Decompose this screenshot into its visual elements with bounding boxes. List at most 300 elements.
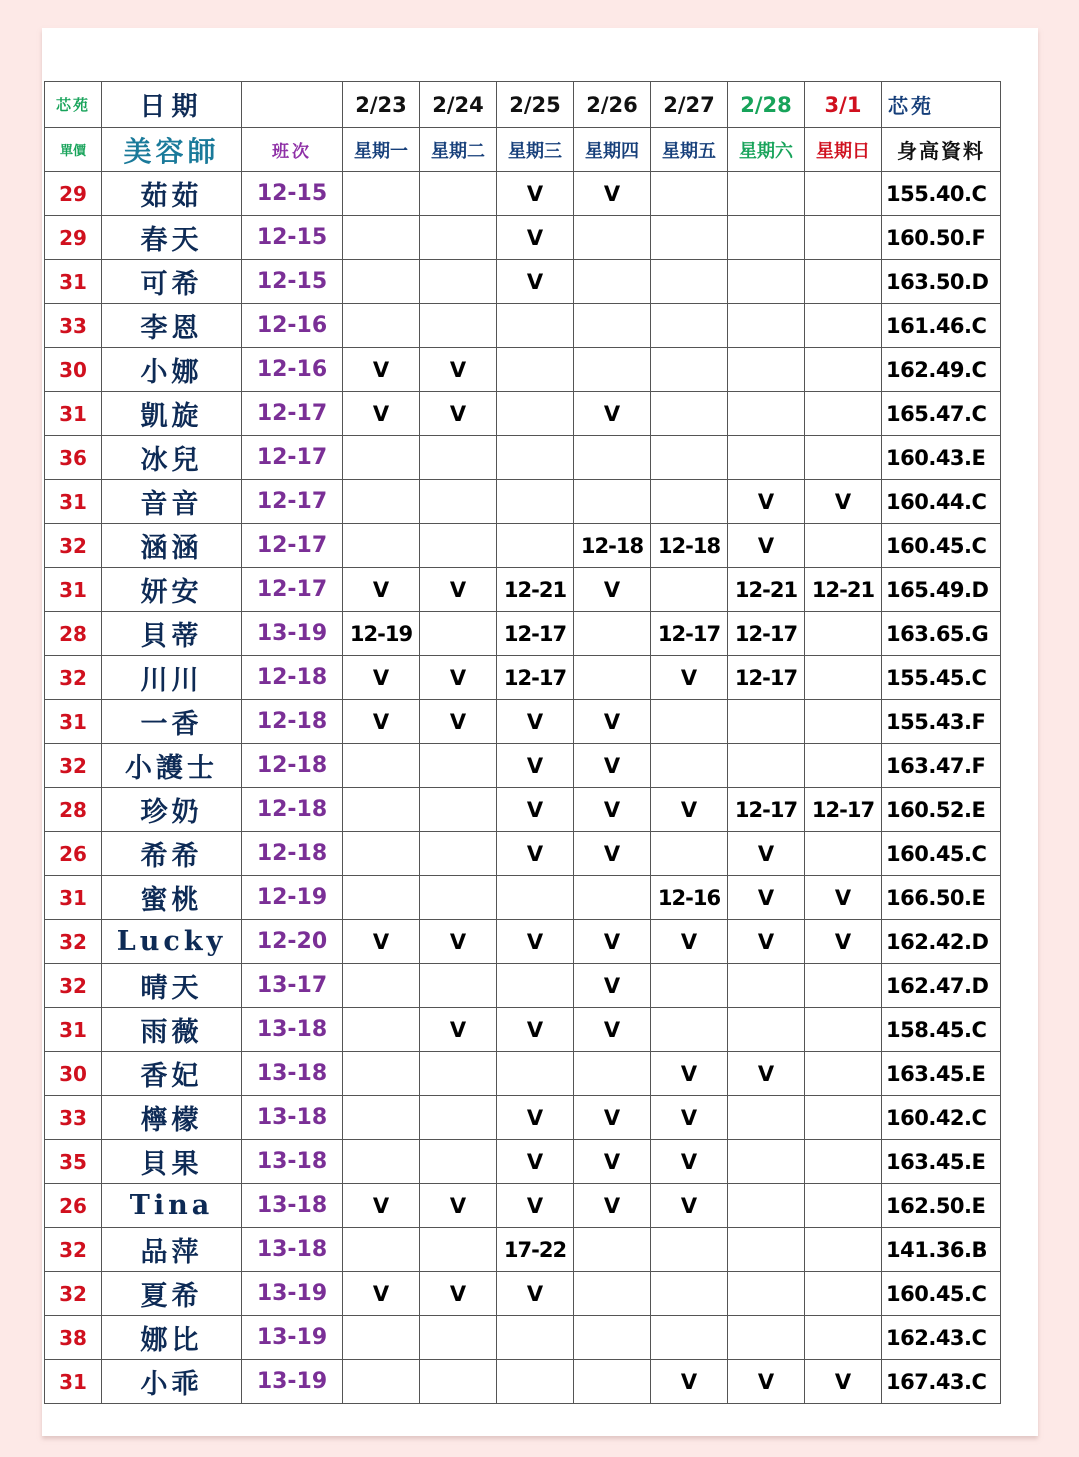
day-cell-sat xyxy=(728,1272,805,1316)
height-info-cell: 165.47.C xyxy=(882,392,1001,436)
schedule-sheet xyxy=(42,28,1038,1436)
day-cell-sat xyxy=(728,700,805,744)
day-cell-sun xyxy=(805,1140,882,1184)
day-cell-fri xyxy=(651,1008,728,1052)
table-row xyxy=(45,1096,1001,1140)
day-cell-mon: V xyxy=(343,1272,420,1316)
stylist-name-cell: Lucky xyxy=(102,920,242,964)
day-cell-thu: V xyxy=(574,1008,651,1052)
height-info-cell: 163.45.E xyxy=(882,1140,1001,1184)
height-info-cell: 163.45.E xyxy=(882,1052,1001,1096)
day-cell-wed: V xyxy=(497,1008,574,1052)
day-cell-sat xyxy=(728,216,805,260)
day-cell-sun xyxy=(805,1272,882,1316)
day-cell-fri xyxy=(651,304,728,348)
date-header-mon: 2/23 xyxy=(343,82,420,128)
day-cell-tue xyxy=(420,304,497,348)
date-column-title: 日期 xyxy=(102,82,242,128)
height-info-cell: 155.43.F xyxy=(882,700,1001,744)
shift-hours-cell: 12-17 xyxy=(242,436,343,480)
day-cell-sat xyxy=(728,1228,805,1272)
day-cell-tue: V xyxy=(420,656,497,700)
day-cell-sun xyxy=(805,216,882,260)
day-cell-fri xyxy=(651,1316,728,1360)
day-cell-sun xyxy=(805,832,882,876)
day-cell-mon xyxy=(343,436,420,480)
day-cell-sat xyxy=(728,1316,805,1360)
stylist-column-title: 美容師 xyxy=(102,128,242,172)
day-cell-wed xyxy=(497,964,574,1008)
day-cell-mon: V xyxy=(343,920,420,964)
day-cell-mon xyxy=(343,964,420,1008)
table-row xyxy=(45,1052,1001,1096)
day-cell-wed xyxy=(497,436,574,480)
height-info-cell: 160.44.C xyxy=(882,480,1001,524)
table-row xyxy=(45,524,1001,568)
day-cell-wed: 12-17 xyxy=(497,612,574,656)
day-cell-tue xyxy=(420,1316,497,1360)
day-cell-wed xyxy=(497,1052,574,1096)
day-cell-mon xyxy=(343,1096,420,1140)
height-info-cell: 155.45.C xyxy=(882,656,1001,700)
height-info-cell: 160.50.F xyxy=(882,216,1001,260)
day-cell-fri: V xyxy=(651,656,728,700)
stylist-name-cell: 凱旋 xyxy=(102,392,242,436)
stylist-name-cell: 貝果 xyxy=(102,1140,242,1184)
day-cell-wed: V xyxy=(497,1184,574,1228)
unit-price-cell: 32 xyxy=(45,1272,102,1316)
day-cell-sat: V xyxy=(728,876,805,920)
day-cell-fri xyxy=(651,744,728,788)
day-cell-sat xyxy=(728,1096,805,1140)
day-cell-sun: V xyxy=(805,876,882,920)
shift-hours-cell: 13-18 xyxy=(242,1184,343,1228)
day-cell-mon xyxy=(343,1360,420,1404)
day-cell-wed xyxy=(497,392,574,436)
day-cell-thu: V xyxy=(574,392,651,436)
day-cell-tue xyxy=(420,260,497,304)
day-cell-thu: 12-18 xyxy=(574,524,651,568)
stylist-name-cell: 可希 xyxy=(102,260,242,304)
date-header-thu: 2/26 xyxy=(574,82,651,128)
day-cell-sun xyxy=(805,304,882,348)
height-info-cell: 162.49.C xyxy=(882,348,1001,392)
table-row xyxy=(45,876,1001,920)
day-cell-thu: V xyxy=(574,172,651,216)
day-cell-sat: 12-17 xyxy=(728,656,805,700)
day-cell-mon xyxy=(343,216,420,260)
stylist-name-cell: 涵涵 xyxy=(102,524,242,568)
day-cell-mon xyxy=(343,1052,420,1096)
day-cell-tue xyxy=(420,744,497,788)
day-cell-thu xyxy=(574,348,651,392)
unit-price-cell: 31 xyxy=(45,876,102,920)
day-cell-thu xyxy=(574,480,651,524)
table-row xyxy=(45,436,1001,480)
day-cell-wed: V xyxy=(497,744,574,788)
table-row xyxy=(45,568,1001,612)
day-cell-fri xyxy=(651,480,728,524)
shift-hours-cell: 12-18 xyxy=(242,656,343,700)
table-row xyxy=(45,656,1001,700)
day-cell-mon xyxy=(343,876,420,920)
table-row xyxy=(45,1008,1001,1052)
day-cell-wed: V xyxy=(497,1140,574,1184)
height-info-column-title: 身高資料 xyxy=(882,128,1001,172)
day-cell-wed: V xyxy=(497,260,574,304)
unit-price-cell: 32 xyxy=(45,656,102,700)
day-cell-tue: V xyxy=(420,920,497,964)
day-cell-sun xyxy=(805,700,882,744)
day-cell-thu: V xyxy=(574,964,651,1008)
unit-price-cell: 26 xyxy=(45,832,102,876)
shift-hours-cell: 12-16 xyxy=(242,304,343,348)
day-cell-thu: V xyxy=(574,1184,651,1228)
day-cell-sat xyxy=(728,744,805,788)
day-cell-tue xyxy=(420,1052,497,1096)
day-cell-wed xyxy=(497,304,574,348)
stylist-name-cell: 小護士 xyxy=(102,744,242,788)
day-cell-fri: V xyxy=(651,920,728,964)
day-cell-mon xyxy=(343,1008,420,1052)
day-cell-mon xyxy=(343,172,420,216)
weekday-header-fri: 星期五 xyxy=(651,128,728,172)
shift-hours-cell: 12-17 xyxy=(242,524,343,568)
shift-hours-cell: 12-15 xyxy=(242,172,343,216)
stylist-name-cell: 檸檬 xyxy=(102,1096,242,1140)
shift-hours-cell: 13-18 xyxy=(242,1052,343,1096)
day-cell-sat: 12-21 xyxy=(728,568,805,612)
shift-hours-cell: 13-18 xyxy=(242,1008,343,1052)
unit-price-cell: 31 xyxy=(45,700,102,744)
table-row xyxy=(45,392,1001,436)
day-cell-wed: V xyxy=(497,216,574,260)
day-cell-sat: V xyxy=(728,524,805,568)
day-cell-tue xyxy=(420,612,497,656)
weekday-header-sat: 星期六 xyxy=(728,128,805,172)
height-info-cell: 160.45.C xyxy=(882,524,1001,568)
day-cell-thu: V xyxy=(574,744,651,788)
day-cell-tue xyxy=(420,832,497,876)
day-cell-fri: 12-16 xyxy=(651,876,728,920)
height-info-cell: 163.50.D xyxy=(882,260,1001,304)
stylist-name-cell: 冰兒 xyxy=(102,436,242,480)
day-cell-sat xyxy=(728,172,805,216)
shift-hours-cell: 13-18 xyxy=(242,1228,343,1272)
day-cell-wed: V xyxy=(497,1096,574,1140)
day-cell-thu xyxy=(574,260,651,304)
stylist-name-cell: 珍奶 xyxy=(102,788,242,832)
day-cell-sat: V xyxy=(728,1360,805,1404)
day-cell-tue: V xyxy=(420,568,497,612)
day-cell-mon xyxy=(343,1140,420,1184)
day-cell-thu xyxy=(574,1228,651,1272)
day-cell-fri xyxy=(651,260,728,304)
table-row xyxy=(45,1316,1001,1360)
table-row xyxy=(45,612,1001,656)
stylist-name-cell: 小乖 xyxy=(102,1360,242,1404)
date-header-wed: 2/25 xyxy=(497,82,574,128)
day-cell-tue xyxy=(420,1140,497,1184)
day-cell-thu: V xyxy=(574,832,651,876)
height-info-cell: 158.45.C xyxy=(882,1008,1001,1052)
day-cell-thu: V xyxy=(574,700,651,744)
unit-price-cell: 26 xyxy=(45,1184,102,1228)
day-cell-fri xyxy=(651,392,728,436)
info-brand-label: 芯苑 xyxy=(882,82,1001,128)
day-cell-tue: V xyxy=(420,1008,497,1052)
height-info-cell: 163.65.G xyxy=(882,612,1001,656)
height-info-cell: 141.36.B xyxy=(882,1228,1001,1272)
day-cell-sun xyxy=(805,1316,882,1360)
day-cell-thu xyxy=(574,304,651,348)
day-cell-mon xyxy=(343,524,420,568)
table-row xyxy=(45,260,1001,304)
unit-price-cell: 38 xyxy=(45,1316,102,1360)
day-cell-tue: V xyxy=(420,1272,497,1316)
weekday-header-thu: 星期四 xyxy=(574,128,651,172)
table-row xyxy=(45,744,1001,788)
day-cell-sun: V xyxy=(805,480,882,524)
shift-hours-cell: 12-20 xyxy=(242,920,343,964)
stylist-name-cell: 晴天 xyxy=(102,964,242,1008)
shift-hours-cell: 13-19 xyxy=(242,1360,343,1404)
day-cell-wed xyxy=(497,876,574,920)
shift-hours-cell: 12-18 xyxy=(242,788,343,832)
day-cell-sat xyxy=(728,260,805,304)
unit-price-cell: 31 xyxy=(45,568,102,612)
day-cell-thu xyxy=(574,656,651,700)
date-header-tue: 2/24 xyxy=(420,82,497,128)
day-cell-sun: V xyxy=(805,920,882,964)
day-cell-fri: V xyxy=(651,788,728,832)
day-cell-thu xyxy=(574,1272,651,1316)
unit-price-cell: 35 xyxy=(45,1140,102,1184)
shift-column-title: 班次 xyxy=(242,128,343,172)
height-info-cell: 160.45.C xyxy=(882,832,1001,876)
shift-hours-cell: 12-16 xyxy=(242,348,343,392)
day-cell-sun xyxy=(805,964,882,1008)
day-cell-mon xyxy=(343,832,420,876)
header-row-dates xyxy=(45,82,1001,128)
day-cell-sat: V xyxy=(728,1052,805,1096)
empty-header-cell xyxy=(242,82,343,128)
unit-price-cell: 33 xyxy=(45,1096,102,1140)
shift-hours-cell: 12-18 xyxy=(242,832,343,876)
shift-hours-cell: 12-19 xyxy=(242,876,343,920)
day-cell-sat xyxy=(728,1140,805,1184)
day-cell-fri xyxy=(651,172,728,216)
shift-hours-cell: 12-17 xyxy=(242,568,343,612)
day-cell-fri: V xyxy=(651,1052,728,1096)
height-info-cell: 160.45.C xyxy=(882,1272,1001,1316)
weekday-header-mon: 星期一 xyxy=(343,128,420,172)
stylist-name-cell: 音音 xyxy=(102,480,242,524)
day-cell-wed xyxy=(497,1316,574,1360)
day-cell-sun: 12-17 xyxy=(805,788,882,832)
day-cell-mon xyxy=(343,304,420,348)
unit-price-cell: 30 xyxy=(45,348,102,392)
day-cell-wed xyxy=(497,524,574,568)
shift-hours-cell: 12-17 xyxy=(242,480,343,524)
unit-price-cell: 32 xyxy=(45,744,102,788)
table-row xyxy=(45,700,1001,744)
day-cell-thu xyxy=(574,612,651,656)
table-row xyxy=(45,172,1001,216)
day-cell-tue xyxy=(420,788,497,832)
shift-hours-cell: 13-17 xyxy=(242,964,343,1008)
day-cell-tue xyxy=(420,1228,497,1272)
height-info-cell: 162.47.D xyxy=(882,964,1001,1008)
unit-price-cell: 31 xyxy=(45,1360,102,1404)
day-cell-mon xyxy=(343,788,420,832)
date-header-fri: 2/27 xyxy=(651,82,728,128)
table-row xyxy=(45,832,1001,876)
day-cell-mon: V xyxy=(343,392,420,436)
day-cell-sat xyxy=(728,964,805,1008)
day-cell-tue xyxy=(420,1360,497,1404)
table-row xyxy=(45,216,1001,260)
unit-price-cell: 32 xyxy=(45,964,102,1008)
height-info-cell: 167.43.C xyxy=(882,1360,1001,1404)
day-cell-mon: V xyxy=(343,656,420,700)
day-cell-thu: V xyxy=(574,1140,651,1184)
stylist-name-cell: 茹茹 xyxy=(102,172,242,216)
unit-price-cell: 31 xyxy=(45,1008,102,1052)
day-cell-sun xyxy=(805,1184,882,1228)
table-row xyxy=(45,304,1001,348)
unit-price-cell: 28 xyxy=(45,788,102,832)
unit-price-cell: 30 xyxy=(45,1052,102,1096)
day-cell-tue xyxy=(420,964,497,1008)
day-cell-tue xyxy=(420,524,497,568)
shift-hours-cell: 12-15 xyxy=(242,216,343,260)
day-cell-fri xyxy=(651,1272,728,1316)
shift-hours-cell: 13-18 xyxy=(242,1140,343,1184)
table-row xyxy=(45,788,1001,832)
day-cell-fri xyxy=(651,964,728,1008)
day-cell-sun xyxy=(805,612,882,656)
height-info-cell: 162.50.E xyxy=(882,1184,1001,1228)
table-row xyxy=(45,480,1001,524)
day-cell-sun: 12-21 xyxy=(805,568,882,612)
stylist-name-cell: 川川 xyxy=(102,656,242,700)
day-cell-sun xyxy=(805,656,882,700)
day-cell-wed: V xyxy=(497,832,574,876)
day-cell-wed: V xyxy=(497,700,574,744)
weekday-header-tue: 星期二 xyxy=(420,128,497,172)
height-info-cell: 165.49.D xyxy=(882,568,1001,612)
table-row xyxy=(45,1140,1001,1184)
height-info-cell: 160.52.E xyxy=(882,788,1001,832)
shift-hours-cell: 13-19 xyxy=(242,1316,343,1360)
stylist-name-cell: 蜜桃 xyxy=(102,876,242,920)
day-cell-sat: 12-17 xyxy=(728,612,805,656)
day-cell-fri: V xyxy=(651,1140,728,1184)
day-cell-thu xyxy=(574,216,651,260)
day-cell-wed: 12-21 xyxy=(497,568,574,612)
day-cell-sat xyxy=(728,1184,805,1228)
shift-hours-cell: 13-18 xyxy=(242,1096,343,1140)
day-cell-tue xyxy=(420,172,497,216)
stylist-name-cell: 李恩 xyxy=(102,304,242,348)
stylist-schedule-table xyxy=(44,81,1001,1404)
day-cell-fri: 12-18 xyxy=(651,524,728,568)
day-cell-sun xyxy=(805,1052,882,1096)
unit-price-cell: 33 xyxy=(45,304,102,348)
table-row xyxy=(45,1360,1001,1404)
table-row xyxy=(45,348,1001,392)
stylist-name-cell: 一香 xyxy=(102,700,242,744)
day-cell-thu: V xyxy=(574,920,651,964)
day-cell-tue: V xyxy=(420,348,497,392)
stylist-name-cell: 希希 xyxy=(102,832,242,876)
price-column-title: 單價 xyxy=(45,128,102,172)
day-cell-thu xyxy=(574,1052,651,1096)
height-info-cell: 166.50.E xyxy=(882,876,1001,920)
day-cell-mon: V xyxy=(343,1184,420,1228)
shift-hours-cell: 13-19 xyxy=(242,1272,343,1316)
shift-hours-cell: 12-18 xyxy=(242,744,343,788)
day-cell-mon: V xyxy=(343,700,420,744)
shift-hours-cell: 12-18 xyxy=(242,700,343,744)
height-info-cell: 155.40.C xyxy=(882,172,1001,216)
unit-price-cell: 31 xyxy=(45,392,102,436)
day-cell-fri xyxy=(651,348,728,392)
day-cell-mon: 12-19 xyxy=(343,612,420,656)
day-cell-thu: V xyxy=(574,568,651,612)
day-cell-fri xyxy=(651,1228,728,1272)
day-cell-fri xyxy=(651,568,728,612)
day-cell-wed xyxy=(497,1360,574,1404)
day-cell-fri: V xyxy=(651,1096,728,1140)
table-row xyxy=(45,1228,1001,1272)
unit-price-cell: 28 xyxy=(45,612,102,656)
stylist-name-cell: 春天 xyxy=(102,216,242,260)
day-cell-mon xyxy=(343,260,420,304)
day-cell-mon xyxy=(343,1316,420,1360)
day-cell-fri xyxy=(651,832,728,876)
day-cell-sun xyxy=(805,1008,882,1052)
unit-price-cell: 29 xyxy=(45,172,102,216)
day-cell-sat xyxy=(728,392,805,436)
day-cell-tue: V xyxy=(420,1184,497,1228)
day-cell-wed xyxy=(497,480,574,524)
day-cell-thu: V xyxy=(574,1096,651,1140)
day-cell-sat xyxy=(728,348,805,392)
brand-label: 芯苑 xyxy=(45,82,102,128)
day-cell-sun xyxy=(805,172,882,216)
weekday-header-wed: 星期三 xyxy=(497,128,574,172)
unit-price-cell: 36 xyxy=(45,436,102,480)
shift-hours-cell: 12-17 xyxy=(242,392,343,436)
unit-price-cell: 32 xyxy=(45,920,102,964)
day-cell-sun xyxy=(805,744,882,788)
shift-hours-cell: 13-19 xyxy=(242,612,343,656)
stylist-name-cell: 夏希 xyxy=(102,1272,242,1316)
height-info-cell: 161.46.C xyxy=(882,304,1001,348)
stylist-name-cell: 香妃 xyxy=(102,1052,242,1096)
header-row-weekdays xyxy=(45,128,1001,172)
day-cell-wed: V xyxy=(497,920,574,964)
day-cell-wed: 12-17 xyxy=(497,656,574,700)
day-cell-tue xyxy=(420,216,497,260)
date-header-sat: 2/28 xyxy=(728,82,805,128)
weekday-header-sun: 星期日 xyxy=(805,128,882,172)
height-info-cell: 162.42.D xyxy=(882,920,1001,964)
day-cell-sat xyxy=(728,304,805,348)
shift-hours-cell: 12-15 xyxy=(242,260,343,304)
